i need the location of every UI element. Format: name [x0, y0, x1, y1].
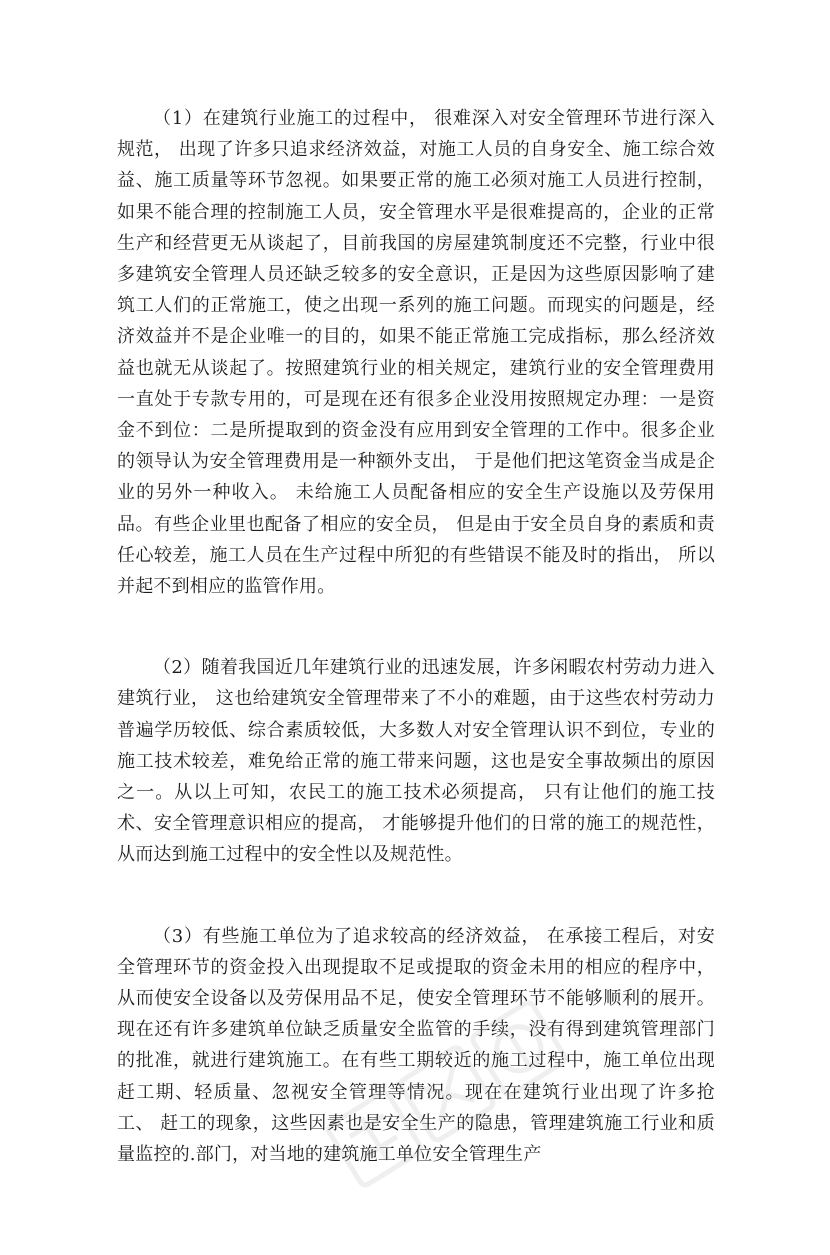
paragraph-3: （3）有些施工单位为了追求较高的经济效益， 在承接工程后，对安全管理环节的资金投入出现提取不足或提取的资金未用的相应的程序中，从而使安全设备以及劳保用品不足，使安全管理环节不能够顺利的展开。现在还有许多建筑单位缺乏质量安全监管的手续，没有得到建筑管理部门的批准，就进行建筑施工。在有些工期较近的施工过程中，施工单位出现赶工期、轻质量、忽视安全管理等情况。现在在建筑行业出现了许多抢工、 赶工的现象，这些因素也是安全生产的隐患，管理建筑施工行业和质量监控的.部门，对当地的建筑施工单位安全管理生产: [117, 925, 715, 1166]
document-body: [117, 103, 715, 1170]
paragraph-2: （2）随着我国近几年建筑行业的迅速发展，许多闲暇农村劳动力进入建筑行业， 这也给建筑安全管理带来了不小的难题，由于这些农村劳动力普遍学历较低、综合素质较低，大多数人对安全管理认识不到位，专业的施工技术较差，难免给正常的施工带来问题，这也是安全事故频出的原因之一。从以上可知，农民工的施工技术必须提高， 只有让他们的施工技术、安全管理意识相应的提高， 才能够提升他们的日常的施工的规范性，从而达到施工过程中的安全性以及规范性。: [117, 657, 715, 866]
paragraph-1: （1）在建筑行业施工的过程中， 很难深入对安全管理环节进行深入规范， 出现了许多只追求经济效益，对施工人员的自身安全、施工综合效益、施工质量等环节忽视。如果要正常的施工必须对施工人员进行控制， 如果不能合理的控制施工人员，安全管理水平是很难提高的，企业的正常生产和经营更无从谈起了，目前我国的房屋建筑制度还不完整，行业中很多建筑安全管理人员还缺乏较多的安全意识，正是因为这些原因影响了建筑工人们的正常施工，使之出现一系列的施工问题。而现实的问题是，经济效益并不是企业唯一的目的，如果不能正常施工完成指标，那么经济效益也就无从谈起了。按照建筑行业的相关规定，建筑行业的安全管理费用一直处于专款专用的，可是现在还有很多企业没用按照规定办理：一是资金不到位：二是所提取到的资金没有应用到安全管理的工作中。很多企业的领导认为安全管理费用是一种额外支出， 于是他们把这笔资金当成是企业的另外一种收入。 未给施工人员配备相应的安全生产设施以及劳保用品。有些企业里也配备了相应的安全员， 但是由于安全员自身的素质和责任心较差，施工人员在生产过程中所犯的有些错误不能及时的指出， 所以并起不到相应的监管作用。: [117, 108, 715, 598]
